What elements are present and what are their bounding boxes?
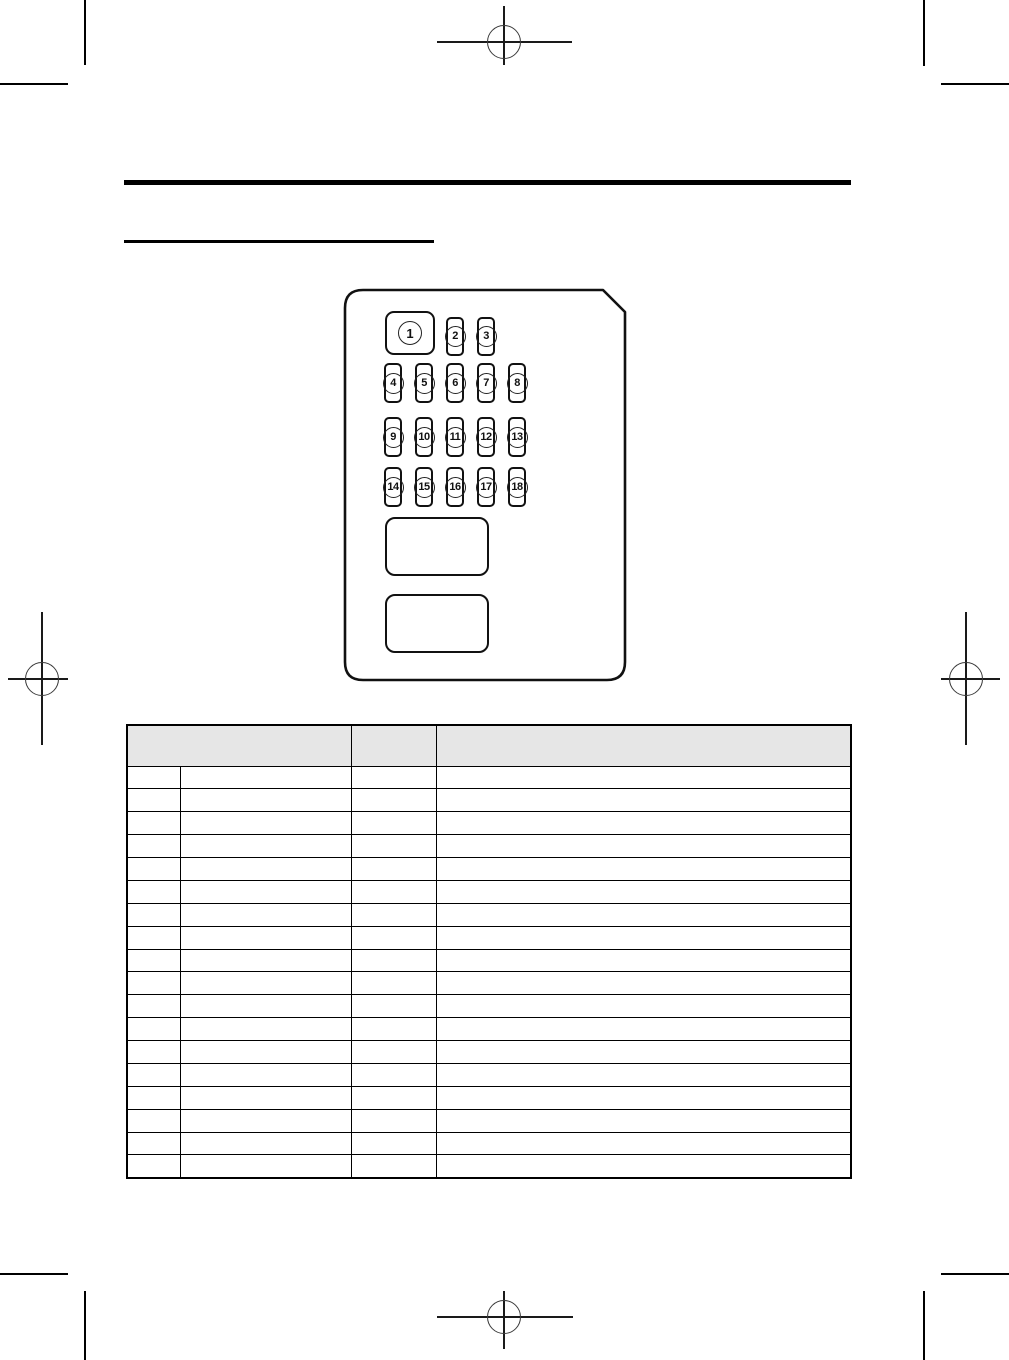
table-row bbox=[127, 789, 851, 812]
table-cell bbox=[351, 1041, 436, 1064]
table-cell bbox=[180, 789, 351, 812]
table-cell bbox=[180, 812, 351, 835]
table-cell bbox=[436, 858, 851, 881]
table-cell bbox=[180, 1086, 351, 1109]
fuse-number-badge: 11 bbox=[445, 427, 466, 448]
table-cell bbox=[180, 766, 351, 789]
table-cell bbox=[127, 858, 180, 881]
table-row bbox=[127, 1132, 851, 1155]
fuse-slot-2 bbox=[446, 317, 464, 356]
table-cell bbox=[180, 1109, 351, 1132]
table-cell bbox=[436, 1132, 851, 1155]
table-row bbox=[127, 972, 851, 995]
table-row bbox=[127, 903, 851, 926]
table-cell bbox=[351, 858, 436, 881]
fuse-slot-10 bbox=[415, 417, 433, 457]
table-cell bbox=[436, 789, 851, 812]
table-cell bbox=[351, 812, 436, 835]
crop-mark-top-right-horizontal bbox=[941, 83, 1009, 85]
table-cell bbox=[436, 1086, 851, 1109]
table-cell bbox=[351, 1132, 436, 1155]
fuse-number-badge: 6 bbox=[445, 373, 466, 394]
fuse-number-badge: 7 bbox=[476, 373, 497, 394]
table-cell bbox=[127, 903, 180, 926]
table-header-col2 bbox=[351, 725, 436, 766]
fuse-number-badge: 2 bbox=[445, 326, 466, 347]
fuse-number-badge: 14 bbox=[383, 477, 404, 498]
fuse-slot-11 bbox=[446, 417, 464, 457]
fuse-slot-18 bbox=[508, 467, 526, 507]
registration-circle bbox=[949, 662, 983, 696]
table-cell bbox=[436, 1155, 851, 1178]
crop-mark-top-right-vertical bbox=[923, 0, 925, 66]
table-cell bbox=[351, 789, 436, 812]
table-row bbox=[127, 1155, 851, 1178]
table-cell bbox=[351, 995, 436, 1018]
table-cell bbox=[127, 835, 180, 858]
fuse-number-badge: 8 bbox=[507, 373, 528, 394]
fuse-table-body bbox=[127, 766, 851, 1178]
crop-mark-top-left-horizontal bbox=[0, 83, 68, 85]
table-cell bbox=[180, 972, 351, 995]
table-cell bbox=[127, 926, 180, 949]
crop-mark-bottom-left-vertical bbox=[84, 1291, 86, 1360]
table-row bbox=[127, 812, 851, 835]
registration-circle bbox=[25, 662, 59, 696]
registration-circle bbox=[487, 1300, 521, 1334]
table-cell bbox=[127, 949, 180, 972]
fuse-number-badge: 12 bbox=[476, 427, 497, 448]
table-cell bbox=[127, 1041, 180, 1064]
fuse-slot-12 bbox=[477, 417, 495, 457]
table-row bbox=[127, 926, 851, 949]
crop-mark-bottom-right-horizontal bbox=[941, 1273, 1009, 1275]
table-cell bbox=[351, 903, 436, 926]
table-cell bbox=[180, 835, 351, 858]
table-cell bbox=[436, 766, 851, 789]
fuse-slot-6 bbox=[446, 363, 464, 403]
table-cell bbox=[436, 926, 851, 949]
table-cell bbox=[180, 880, 351, 903]
crop-mark-top-left-vertical bbox=[84, 0, 86, 65]
registration-circle bbox=[487, 25, 521, 59]
table-cell bbox=[127, 1132, 180, 1155]
fuse-slot-3 bbox=[477, 317, 495, 356]
fuse-number-badge: 3 bbox=[476, 326, 497, 347]
table-cell bbox=[436, 1109, 851, 1132]
table-cell bbox=[127, 812, 180, 835]
table-cell bbox=[351, 766, 436, 789]
fuse-number-badge: 13 bbox=[507, 427, 528, 448]
table-cell bbox=[436, 812, 851, 835]
table-row bbox=[127, 1018, 851, 1041]
table-cell bbox=[436, 880, 851, 903]
table-cell bbox=[127, 766, 180, 789]
table-cell bbox=[127, 789, 180, 812]
fuse-table bbox=[126, 724, 852, 1179]
table-cell bbox=[436, 995, 851, 1018]
fuse-slot-7 bbox=[477, 363, 495, 403]
table-cell bbox=[436, 972, 851, 995]
table-cell bbox=[180, 1155, 351, 1178]
fuse-slot-14 bbox=[384, 467, 402, 507]
table-row bbox=[127, 1086, 851, 1109]
table-cell bbox=[436, 835, 851, 858]
table-cell bbox=[180, 1041, 351, 1064]
table-header-col1 bbox=[127, 725, 351, 766]
table-row bbox=[127, 995, 851, 1018]
table-cell bbox=[127, 880, 180, 903]
chapter-heading-rule bbox=[124, 180, 851, 185]
table-cell bbox=[127, 1086, 180, 1109]
fuse-number-badge: 17 bbox=[476, 477, 497, 498]
table-cell bbox=[351, 880, 436, 903]
table-cell bbox=[180, 1018, 351, 1041]
table-row bbox=[127, 1109, 851, 1132]
table-cell bbox=[351, 1155, 436, 1178]
table-cell bbox=[436, 949, 851, 972]
table-row bbox=[127, 835, 851, 858]
table-cell bbox=[180, 926, 351, 949]
table-cell bbox=[127, 1063, 180, 1086]
fuse-slot-16 bbox=[446, 467, 464, 507]
table-cell bbox=[351, 926, 436, 949]
fuse-number-badge: 4 bbox=[383, 373, 404, 394]
table-row bbox=[127, 1041, 851, 1064]
table-cell bbox=[127, 972, 180, 995]
crop-mark-bottom-left-horizontal bbox=[0, 1273, 68, 1275]
table-cell bbox=[436, 1018, 851, 1041]
fuse-number-badge: 1 bbox=[398, 321, 422, 345]
fuse-slot-4 bbox=[384, 363, 402, 403]
table-cell bbox=[351, 1109, 436, 1132]
table-cell bbox=[436, 903, 851, 926]
table-cell bbox=[351, 949, 436, 972]
table-cell bbox=[351, 1063, 436, 1086]
table-cell bbox=[127, 1018, 180, 1041]
table-cell bbox=[180, 858, 351, 881]
fuse-slot-17 bbox=[477, 467, 495, 507]
table-cell bbox=[351, 972, 436, 995]
fuse-slot-15 bbox=[415, 467, 433, 507]
table-cell bbox=[351, 835, 436, 858]
table-cell bbox=[180, 903, 351, 926]
fuse-slot-8 bbox=[508, 363, 526, 403]
fuse-slot-13 bbox=[508, 417, 526, 457]
table-header-row bbox=[127, 725, 851, 766]
table-cell bbox=[180, 1132, 351, 1155]
fuse-number-badge: 9 bbox=[383, 427, 404, 448]
section-title-rule bbox=[124, 240, 434, 243]
fuse-number-badge: 18 bbox=[507, 477, 528, 498]
fuse-number-badge: 10 bbox=[414, 427, 435, 448]
fuse-number-badge: 5 bbox=[414, 373, 435, 394]
table-cell bbox=[351, 1086, 436, 1109]
fuse-slot-9 bbox=[384, 417, 402, 457]
table-cell bbox=[436, 1063, 851, 1086]
table-cell bbox=[436, 1041, 851, 1064]
table-header-col3 bbox=[436, 725, 851, 766]
table-cell bbox=[180, 995, 351, 1018]
table-row bbox=[127, 1063, 851, 1086]
table-row bbox=[127, 766, 851, 789]
table-cell bbox=[180, 949, 351, 972]
table-cell bbox=[180, 1063, 351, 1086]
fuse-slot-5 bbox=[415, 363, 433, 403]
crop-mark-bottom-right-vertical bbox=[923, 1291, 925, 1360]
relay-box-2 bbox=[385, 594, 489, 653]
fuse-number-badge: 16 bbox=[445, 477, 466, 498]
table-row bbox=[127, 880, 851, 903]
table-row bbox=[127, 949, 851, 972]
fuse-slot-1 bbox=[385, 311, 435, 355]
table-cell bbox=[351, 1018, 436, 1041]
table-cell bbox=[127, 1155, 180, 1178]
relay-box-1 bbox=[385, 517, 489, 576]
fuse-number-badge: 15 bbox=[414, 477, 435, 498]
table-cell bbox=[127, 1109, 180, 1132]
table-row bbox=[127, 858, 851, 881]
table-cell bbox=[127, 995, 180, 1018]
